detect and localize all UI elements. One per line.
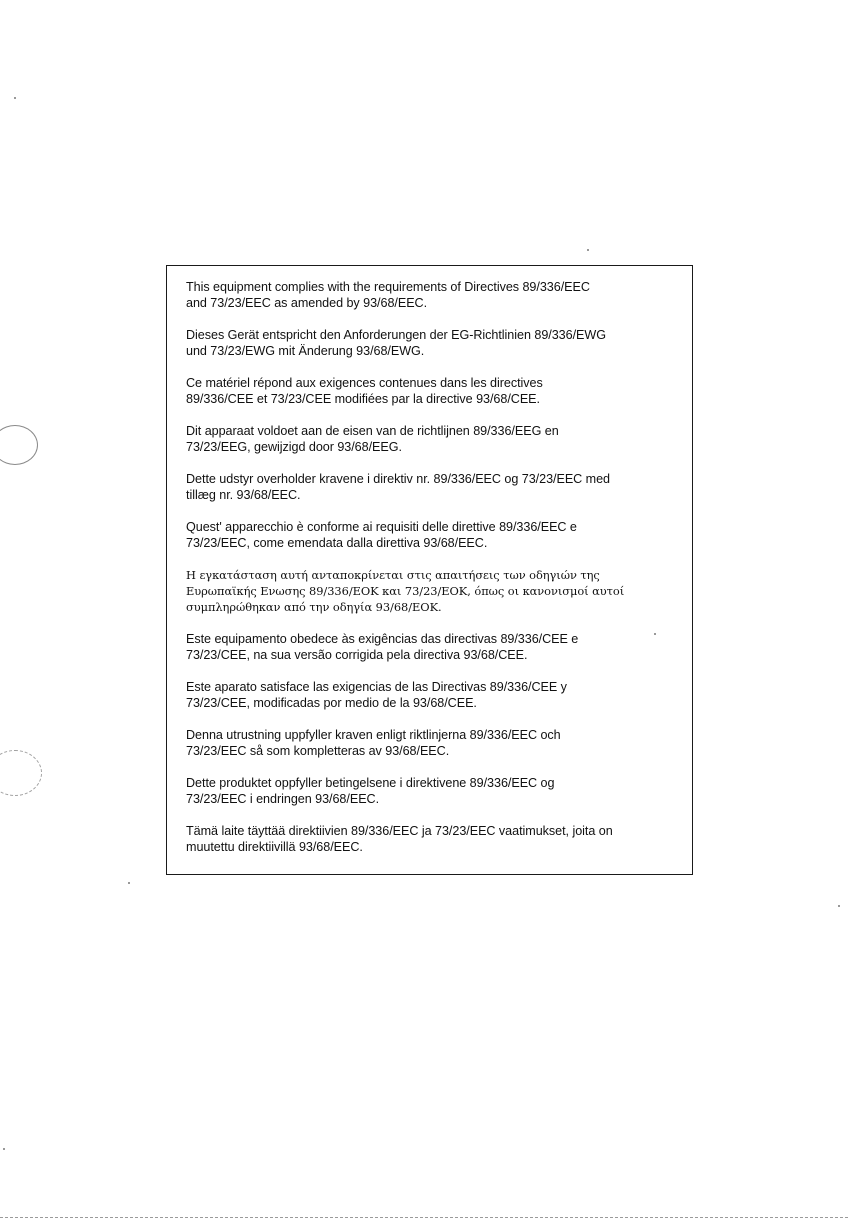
statement-italian: Quest' apparecchio è conforme ai requisiti delle direttive 89/336/EEC e 73/23/EEC, come emendata dalla direttiva 93/68/EEC.: [186, 520, 577, 550]
scan-speck: [587, 249, 589, 251]
statement-english: This equipment complies with the requirements of Directives 89/336/EEC and 73/23/EEC as amended by 93/68/EEC.: [186, 280, 590, 310]
statement-greek: Η εγκατάσταση αυτή ανταποκρίνεται στις απαιτήσεις των οδηγιών της Ευρωπαϊκής Ενωσης 89/336/ΕΟΚ και 73/23/ΕΟΚ, όπως οι κανονισμοί αυτοί συμπληρώθηκαν από την οδηγία 93/68/ΕΟΚ.: [186, 568, 625, 614]
scan-speck: [14, 97, 16, 99]
scan-speck: [128, 882, 130, 884]
statement-german: Dieses Gerät entspricht den Anforderungen der EG-Richtlinien 89/336/EWG und 73/23/EWG mit Änderung 93/68/EWG.: [186, 328, 606, 358]
statement-french: Ce matériel répond aux exigences contenues dans les directives 89/336/CEE et 73/23/CEE modifiées par la directive 93/68/CEE.: [186, 376, 543, 406]
statement-spanish: Este aparato satisface las exigencias de las Directivas 89/336/CEE y 73/23/CEE, modificadas por medio de la 93/68/CEE.: [186, 680, 567, 710]
scan-speck: [654, 633, 656, 635]
statement-portuguese: Este equipamento obedece às exigências das directivas 89/336/CEE e 73/23/CEE, na sua versão corrigida pela directiva 93/68/CEE.: [186, 632, 579, 662]
scan-speck: [838, 905, 840, 907]
statement-danish: Dette udstyr overholder kravene i direktiv nr. 89/336/EEC og 73/23/EEC med tillæg nr. 93/68/EEC.: [186, 472, 611, 502]
scan-bottom-edge: [0, 1217, 848, 1218]
compliance-statement-box: [166, 265, 693, 875]
scan-speck: [3, 1148, 5, 1150]
punch-hole-mark: [0, 425, 38, 465]
statement-dutch: Dit apparaat voldoet aan de eisen van de richtlijnen 89/336/EEG en 73/23/EEG, gewijzigd door 93/68/EEG.: [186, 424, 559, 454]
statement-swedish: Denna utrustning uppfyller kraven enligt riktlinjerna 89/336/EEC och 73/23/EEC så som kompletteras av 93/68/EEC.: [186, 728, 561, 758]
statement-norwegian: Dette produktet oppfyller betingelsene i direktivene 89/336/EEC og 73/23/EEC i endringen 93/68/EEC.: [186, 776, 555, 806]
punch-hole-mark: [0, 750, 42, 796]
statement-finnish: Tämä laite täyttää direktiivien 89/336/EEC ja 73/23/EEC vaatimukset, joita on muutettu direktiivillä 93/68/EEC.: [186, 824, 613, 854]
